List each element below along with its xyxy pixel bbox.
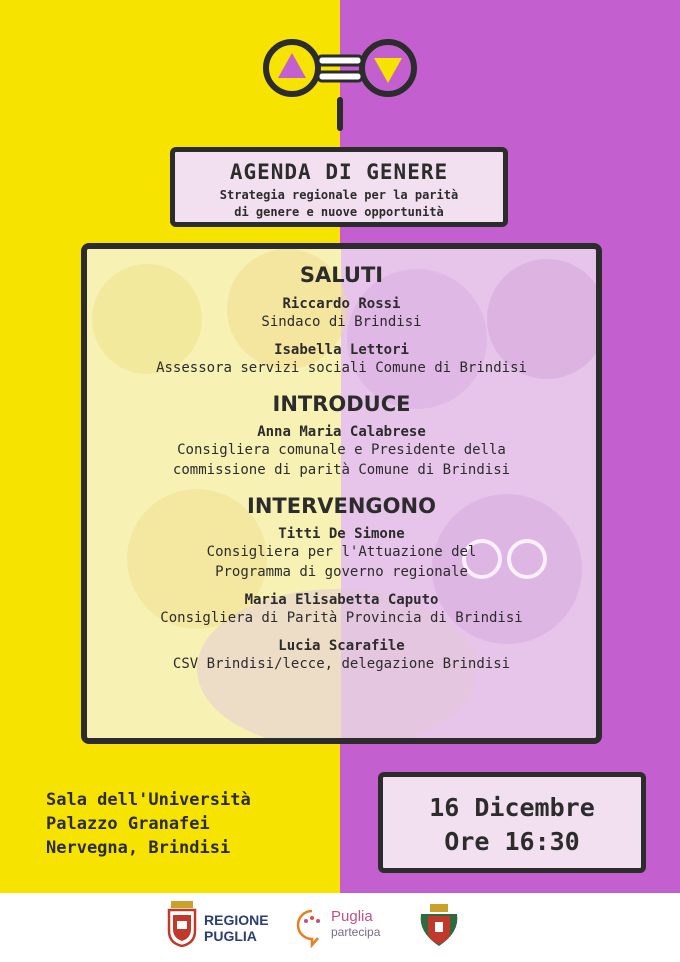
- page-title: AGENDA DI GENERE: [229, 160, 449, 184]
- section-heading-saluti: SALUTI: [299, 263, 384, 287]
- title-panel: [170, 147, 508, 227]
- gender-equality-symbol-icon: [250, 28, 430, 132]
- speaker-role: Assessora servizi sociali Comune di Brindisi: [156, 360, 527, 376]
- speaker-name: Riccardo Rossi: [282, 296, 401, 312]
- speaker-name: Anna Maria Calabrese: [257, 424, 426, 440]
- speaker-name: Titti De Simone: [278, 526, 405, 542]
- event-date: 16 Dicembre: [429, 793, 595, 822]
- venue-block: [46, 788, 251, 860]
- speaker-role: Consigliera di Parità Provincia di Brindisi: [160, 610, 523, 626]
- speaker-role: commissione di parità Comune di Brindisi: [172, 462, 511, 478]
- venue-line-2: Palazzo Granafei: [46, 814, 210, 834]
- speaker-name: Lucia Scarafile: [278, 638, 405, 654]
- regione-label-line-1: REGIONE: [204, 912, 269, 928]
- speaker-role: Sindaco di Brindisi: [261, 314, 422, 330]
- event-time: Ore 16:30: [444, 827, 580, 856]
- brindisi-crest-icon: [416, 902, 462, 948]
- regione-puglia-crest-icon: [167, 901, 197, 947]
- regione-label-line-2: PUGLIA: [204, 928, 257, 944]
- speaker-name: Isabella Lettori: [274, 342, 409, 358]
- speaker-name: Maria Elisabetta Caputo: [244, 592, 439, 608]
- date-panel: [378, 772, 646, 873]
- subtitle-line-2: di genere e nuove opportunità: [234, 205, 444, 219]
- speaker-role: Consigliera per l'Attuazione del: [206, 544, 477, 560]
- puglia-partecipa-sublabel: partecipa: [331, 925, 381, 939]
- venue-line-1: Sala dell'Università: [46, 790, 251, 810]
- venue-line-3: Nervegna, Brindisi: [46, 838, 231, 858]
- speaker-role: Programma di governo regionale: [215, 564, 468, 580]
- regione-puglia-label: [204, 912, 269, 944]
- section-heading-intervengono: INTERVENGONO: [247, 494, 436, 518]
- puglia-partecipa-logo-icon: [295, 908, 329, 948]
- speaker-role: Consigliera comunale e Presidente della: [177, 442, 506, 458]
- subtitle-line-1: Strategia regionale per la parità: [219, 188, 459, 202]
- puglia-partecipa-label: Puglia: [331, 908, 373, 925]
- section-heading-introduce: INTRODUCE: [272, 392, 411, 416]
- speaker-role: CSV Brindisi/lecce, delegazione Brindisi: [172, 656, 511, 672]
- program-panel: [81, 243, 602, 744]
